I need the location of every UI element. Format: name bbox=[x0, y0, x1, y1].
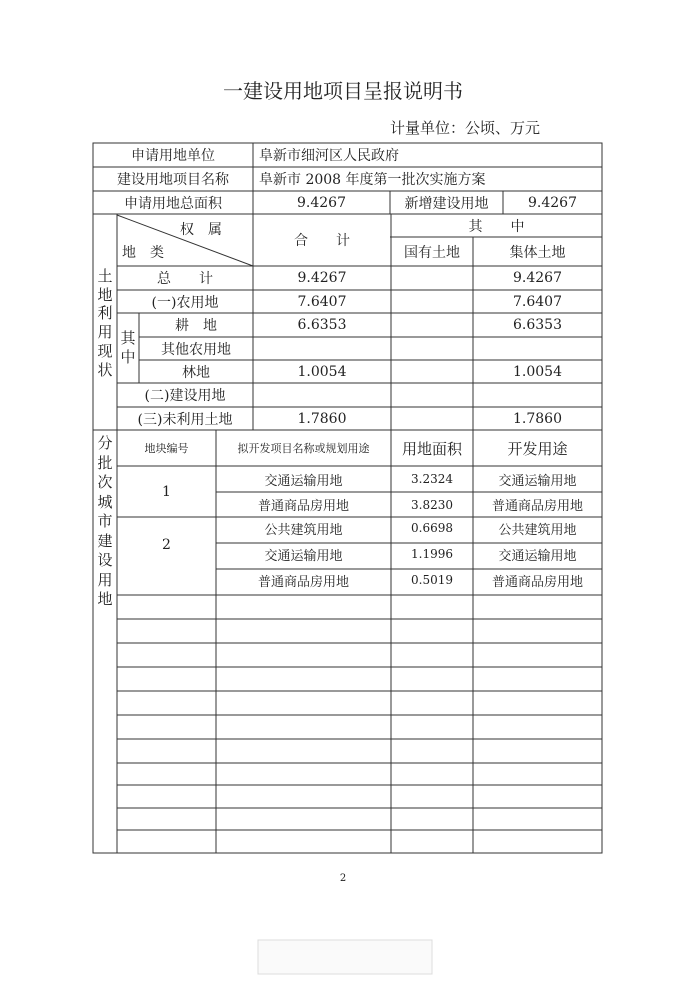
section-batch-urban-label: 分 批 次 城 市 建 设 用 地 bbox=[97, 434, 113, 609]
new-land-value: 9.4267 bbox=[528, 194, 577, 211]
plot-item-area: 3.2324 bbox=[411, 472, 453, 486]
of-which-sub-label: 其 中 bbox=[120, 329, 136, 366]
row-label: 耕 地 bbox=[175, 318, 217, 334]
plot-item-name: 普通商品房用地 bbox=[257, 574, 349, 590]
row-label: (二)建设用地 bbox=[144, 388, 226, 404]
use-header: 开发用途 bbox=[507, 439, 568, 458]
project-label: 建设用地项目名称 bbox=[117, 172, 229, 188]
plot-item-use: 普通商品房用地 bbox=[491, 574, 583, 590]
plot-item-area: 1.1996 bbox=[411, 547, 453, 561]
plot-item-use: 交通运输用地 bbox=[498, 473, 577, 489]
row-collective: 7.6407 bbox=[513, 293, 562, 310]
plot-item-name: 公共建筑用地 bbox=[264, 522, 343, 538]
applicant-label: 申请用地单位 bbox=[131, 148, 215, 164]
of-which-header: 其 中 bbox=[468, 218, 525, 235]
row-total: 9.4267 bbox=[297, 270, 347, 286]
plot-number: 1 bbox=[162, 483, 171, 500]
row-total: 7.6407 bbox=[297, 293, 347, 310]
row-label: 其他农用地 bbox=[161, 341, 231, 358]
row-collective: 1.7860 bbox=[513, 410, 562, 427]
new-land-label: 新增建设用地 bbox=[404, 195, 489, 212]
row-label: (一)农用地 bbox=[151, 294, 219, 311]
total-header: 合 计 bbox=[294, 233, 350, 249]
total-area-label: 申请用地总面积 bbox=[124, 195, 222, 212]
area-header: 用地面积 bbox=[401, 439, 462, 458]
applicant-value: 阜新市细河区人民政府 bbox=[259, 148, 399, 164]
document-title: 一建设用地项目呈报说明书 bbox=[223, 78, 463, 103]
row-collective: 1.0054 bbox=[513, 363, 562, 380]
row-total: 1.7860 bbox=[297, 410, 347, 427]
land-type-header: 地 类 bbox=[122, 245, 164, 261]
row-total: 6.6353 bbox=[297, 317, 347, 333]
page-number: 2 bbox=[339, 872, 347, 884]
section-land-use-label: 土 地 利 用 现 状 bbox=[97, 266, 113, 379]
row-label: (三)未利用土地 bbox=[137, 411, 233, 428]
row-collective: 9.4267 bbox=[513, 270, 562, 286]
plot-item-use: 交通运输用地 bbox=[498, 548, 577, 564]
plot-item-area: 0.5019 bbox=[411, 573, 453, 587]
plot-no-header: 地块编号 bbox=[144, 442, 189, 455]
plot-item-area: 3.8230 bbox=[411, 497, 453, 512]
plot-item-name: 普通商品房用地 bbox=[257, 499, 349, 514]
state-land-header: 国有土地 bbox=[404, 244, 460, 261]
plot-item-area: 0.6698 bbox=[411, 521, 453, 535]
unit-label: 计量单位：公顷、万元 bbox=[390, 118, 541, 137]
row-label: 总 计 bbox=[157, 271, 213, 287]
plot-item-use: 普通商品房用地 bbox=[491, 499, 583, 514]
project-name-header: 拟开发项目名称或规划用途 bbox=[237, 442, 370, 455]
plot-item-name: 交通运输用地 bbox=[264, 473, 343, 489]
row-label: 林地 bbox=[182, 364, 210, 381]
ownership-header: 权 属 bbox=[180, 222, 222, 238]
project-value: 阜新市 2008 年度第一批次实施方案 bbox=[259, 172, 486, 188]
plot-item-use: 公共建筑用地 bbox=[498, 522, 577, 538]
plot-number: 2 bbox=[162, 537, 171, 553]
plot-item-name: 交通运输用地 bbox=[264, 548, 343, 564]
collective-land-header: 集体土地 bbox=[509, 244, 566, 261]
row-collective: 6.6353 bbox=[513, 317, 562, 333]
total-area-value: 9.4267 bbox=[297, 194, 346, 211]
row-total: 1.0054 bbox=[297, 363, 347, 380]
